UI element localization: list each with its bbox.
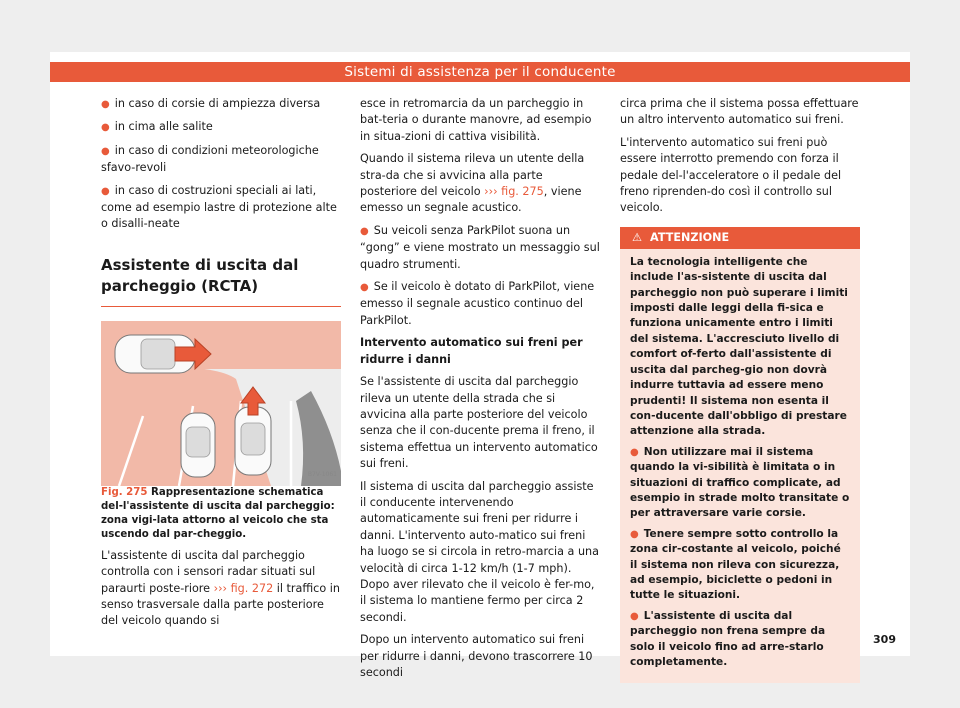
bullet-icon: ● [630, 446, 639, 458]
paragraph: Se l'assistente di uscita dal parcheggio rileva un utente della strada che si avvicina alla parte posteriore del veicolo senza che il con-ducente prema il freno, il sistema effettua un intervento automatico sui freni. [360, 375, 598, 471]
warning-box [620, 227, 860, 684]
paragraph: Quando il sistema rileva un utente della stra-da che si avvicina alla parte posteriore del veicolo ››› fig. 275, viene emesso un segnale acustico. [360, 152, 585, 215]
exiting-car-icon [115, 335, 211, 373]
warning-item: ● Non utilizzare mai il sistema quando la vi-sibilità è limitata o in situazioni di traffico complicate, ad esempio in strade molto transitate o per attraversare varie corsie. [630, 445, 850, 520]
list-item: ● in caso di corsie di ampiezza diversa [101, 97, 321, 110]
parking-exit-illustration [101, 321, 341, 486]
bullet-icon: ● [101, 122, 110, 134]
page-number: 309 [873, 633, 896, 646]
column-2 [360, 96, 600, 687]
paragraph: Dopo un intervento automatico sui freni per ridurre i danni, devono trascorrere 10 secondi [360, 633, 593, 679]
paragraph: esce in retromarcia da un parcheggio in bat-teria o durante manovre, ad esempio in situa-zioni di cattiva visibilità. [360, 97, 592, 143]
list-item: ● Se il veicolo è dotato di ParkPilot, viene emesso il segnale acustico continuo del ParkPilot. [360, 280, 595, 327]
bullet-icon: ● [101, 185, 110, 197]
bullet-icon: ● [360, 225, 369, 237]
subheading: Intervento automatico sui freni per ridurre i danni [360, 336, 583, 366]
warning-header: ⚠ ATTENZIONE [620, 227, 860, 249]
warning-item: ● L'assistente di uscita dal parcheggio non frena sempre da solo il veicolo fino ad arre-starlo completamente. [630, 609, 826, 668]
paragraph: circa prima che il sistema possa effettuare un altro intervento automatico sui freni. [620, 97, 859, 127]
list-item: ● in caso di condizioni meteorologiche sfavo-revoli [101, 143, 319, 175]
warning-item: ● Tenere sempre sotto controllo la zona cir-costante al veicolo, poiché il sistema non rileva con sicurezza, ad esempio, biciclette o pedoni in tutte le situazioni. [630, 527, 841, 602]
bullet-icon: ● [630, 528, 639, 540]
figure-code: B7V-1061 [307, 471, 337, 479]
list-item: ● Su veicoli senza ParkPilot suona un “gong” e viene mostrato un messaggio sul quadro strumenti. [360, 223, 600, 271]
figure-link[interactable]: ››› fig. 275 [484, 185, 544, 199]
paragraph: L'assistente di uscita dal parcheggio controlla con i sensori radar situati sul paraurti poste-riore ››› fig. 272 il traffico in senso trasversale dalla parte posteriore del veicolo quando si [101, 548, 340, 628]
warning-text: La tecnologia intelligente che include l'as-sistente di uscita dal parcheggio non può superare i limiti imposti dalle leggi della fi-sica e funziona unicamente entro i limiti del sistema. L'accresciuto livello di comfort of-ferto dall'assistente di uscita dal parcheg-gio non dovrà indurre tuttavia ad essere meno prudenti! Il sistema non esenta il con-ducente dall'obbligo di prestare attenzione alla strada. [630, 255, 848, 438]
column-3 [620, 96, 860, 683]
paragraph: Il sistema di uscita dal parcheggio assiste il conducente intervenendo automaticamente sui freni per ridurre i danni. L'intervento auto-matico sui freni ha luogo se si circola in retro-marcia a una velocità di circa 1-12 km/h (1-7 mph). Dopo aver rilevato che il veicolo è fer-mo, il sistema lo mantiene fermo per circa 2 secondi. [360, 479, 599, 624]
bullet-icon: ● [360, 282, 369, 294]
list-item: ● in caso di costruzioni speciali ai lati, come ad esempio lastre di protezione alte o disalli-neate [101, 183, 337, 231]
bullet-icon: ● [101, 99, 110, 110]
column-1 [101, 96, 341, 636]
figure-275 [101, 321, 341, 486]
page-header: Sistemi di assistenza per il conducente [50, 62, 910, 82]
paragraph: L'intervento automatico sui freni può essere interrotto premendo con forza il pedale del-l'acceleratore o il pedale del freno riprenden-do così il controllo sul veicolo. [620, 135, 842, 215]
list-item: ● in cima alle salite [101, 120, 213, 134]
figure-link[interactable]: ››› fig. 272 [213, 581, 274, 595]
warning-body [620, 249, 860, 684]
figure-caption: Fig. 275 Rappresentazione schematica del-l'assistente di uscita dal parcheggio: zona vigi-lata attorno al veicolo che sta uscendo dal par-cheggio. [101, 486, 335, 540]
parked-car-icon [181, 413, 215, 477]
bullet-icon: ● [630, 610, 639, 622]
section-title: Assistente di uscita dal parcheggio (RCTA) [101, 255, 341, 307]
warning-icon: ⚠ [632, 230, 643, 244]
bullet-icon: ● [101, 145, 110, 157]
